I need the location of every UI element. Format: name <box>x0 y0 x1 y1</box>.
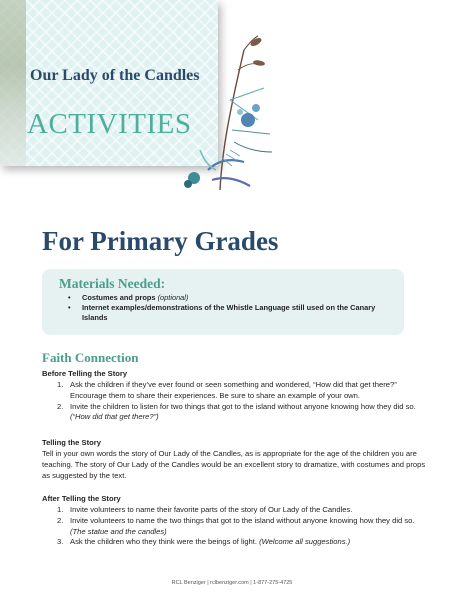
page-heading: For Primary Grades <box>42 226 279 256</box>
list-item: 1. Ask the children if they’ve ever found or seen something and wondered, “How did that get there?” Encourage them to share their experiences. Be sure to share an example of your own. <box>57 380 397 400</box>
booklet-subtitle: ACTIVITIES <box>27 108 192 140</box>
list-item: 2. Invite volunteers to name the two things that got to the island without anyone knowing how they did so. (The statue and the candles) <box>57 515 415 536</box>
subheading-after: After Telling the Story <box>42 494 121 503</box>
section-title: Faith Connection <box>42 350 139 365</box>
list-item: 3. Ask the children who they think were the beings of light. (Welcome all suggestions.) <box>57 537 351 547</box>
page-footer: RCL Benziger | rclbenziger.com | 1-877-275-4725 <box>171 580 293 586</box>
after-list <box>42 505 422 548</box>
list-item: • Costumes and props (optional) <box>68 293 398 303</box>
telling-paragraph: Tell in your own words the story of Our Lady of the Candles, as is appropriate for the age of the children you are teaching. The story of Our Lady of the Candles would be an excellent story to dramatize, with costumes and props as suggested by the text. <box>42 449 426 480</box>
materials-list <box>68 293 398 323</box>
subheading-before: Before Telling the Story <box>42 369 128 378</box>
statue-photo <box>0 0 26 166</box>
list-item: 2. Invite the children to listen for two things that got to the island without anyone knowing how they did so. (“How did that get there?”) <box>57 401 416 422</box>
list-item: 1. Invite volunteers to name their favorite parts of the story of Our Lady of the Candles. <box>57 505 353 514</box>
materials-title: Materials Needed: <box>59 276 166 291</box>
list-item: • Internet examples/demonstrations of the Whistle Language still used on the Canary Islands <box>68 303 398 323</box>
subheading-telling: Telling the Story <box>42 438 101 447</box>
booklet-title: Our Lady of the Candles <box>30 67 200 84</box>
before-list <box>42 380 422 423</box>
floral-decoration <box>160 30 280 200</box>
materials-box <box>42 269 404 335</box>
